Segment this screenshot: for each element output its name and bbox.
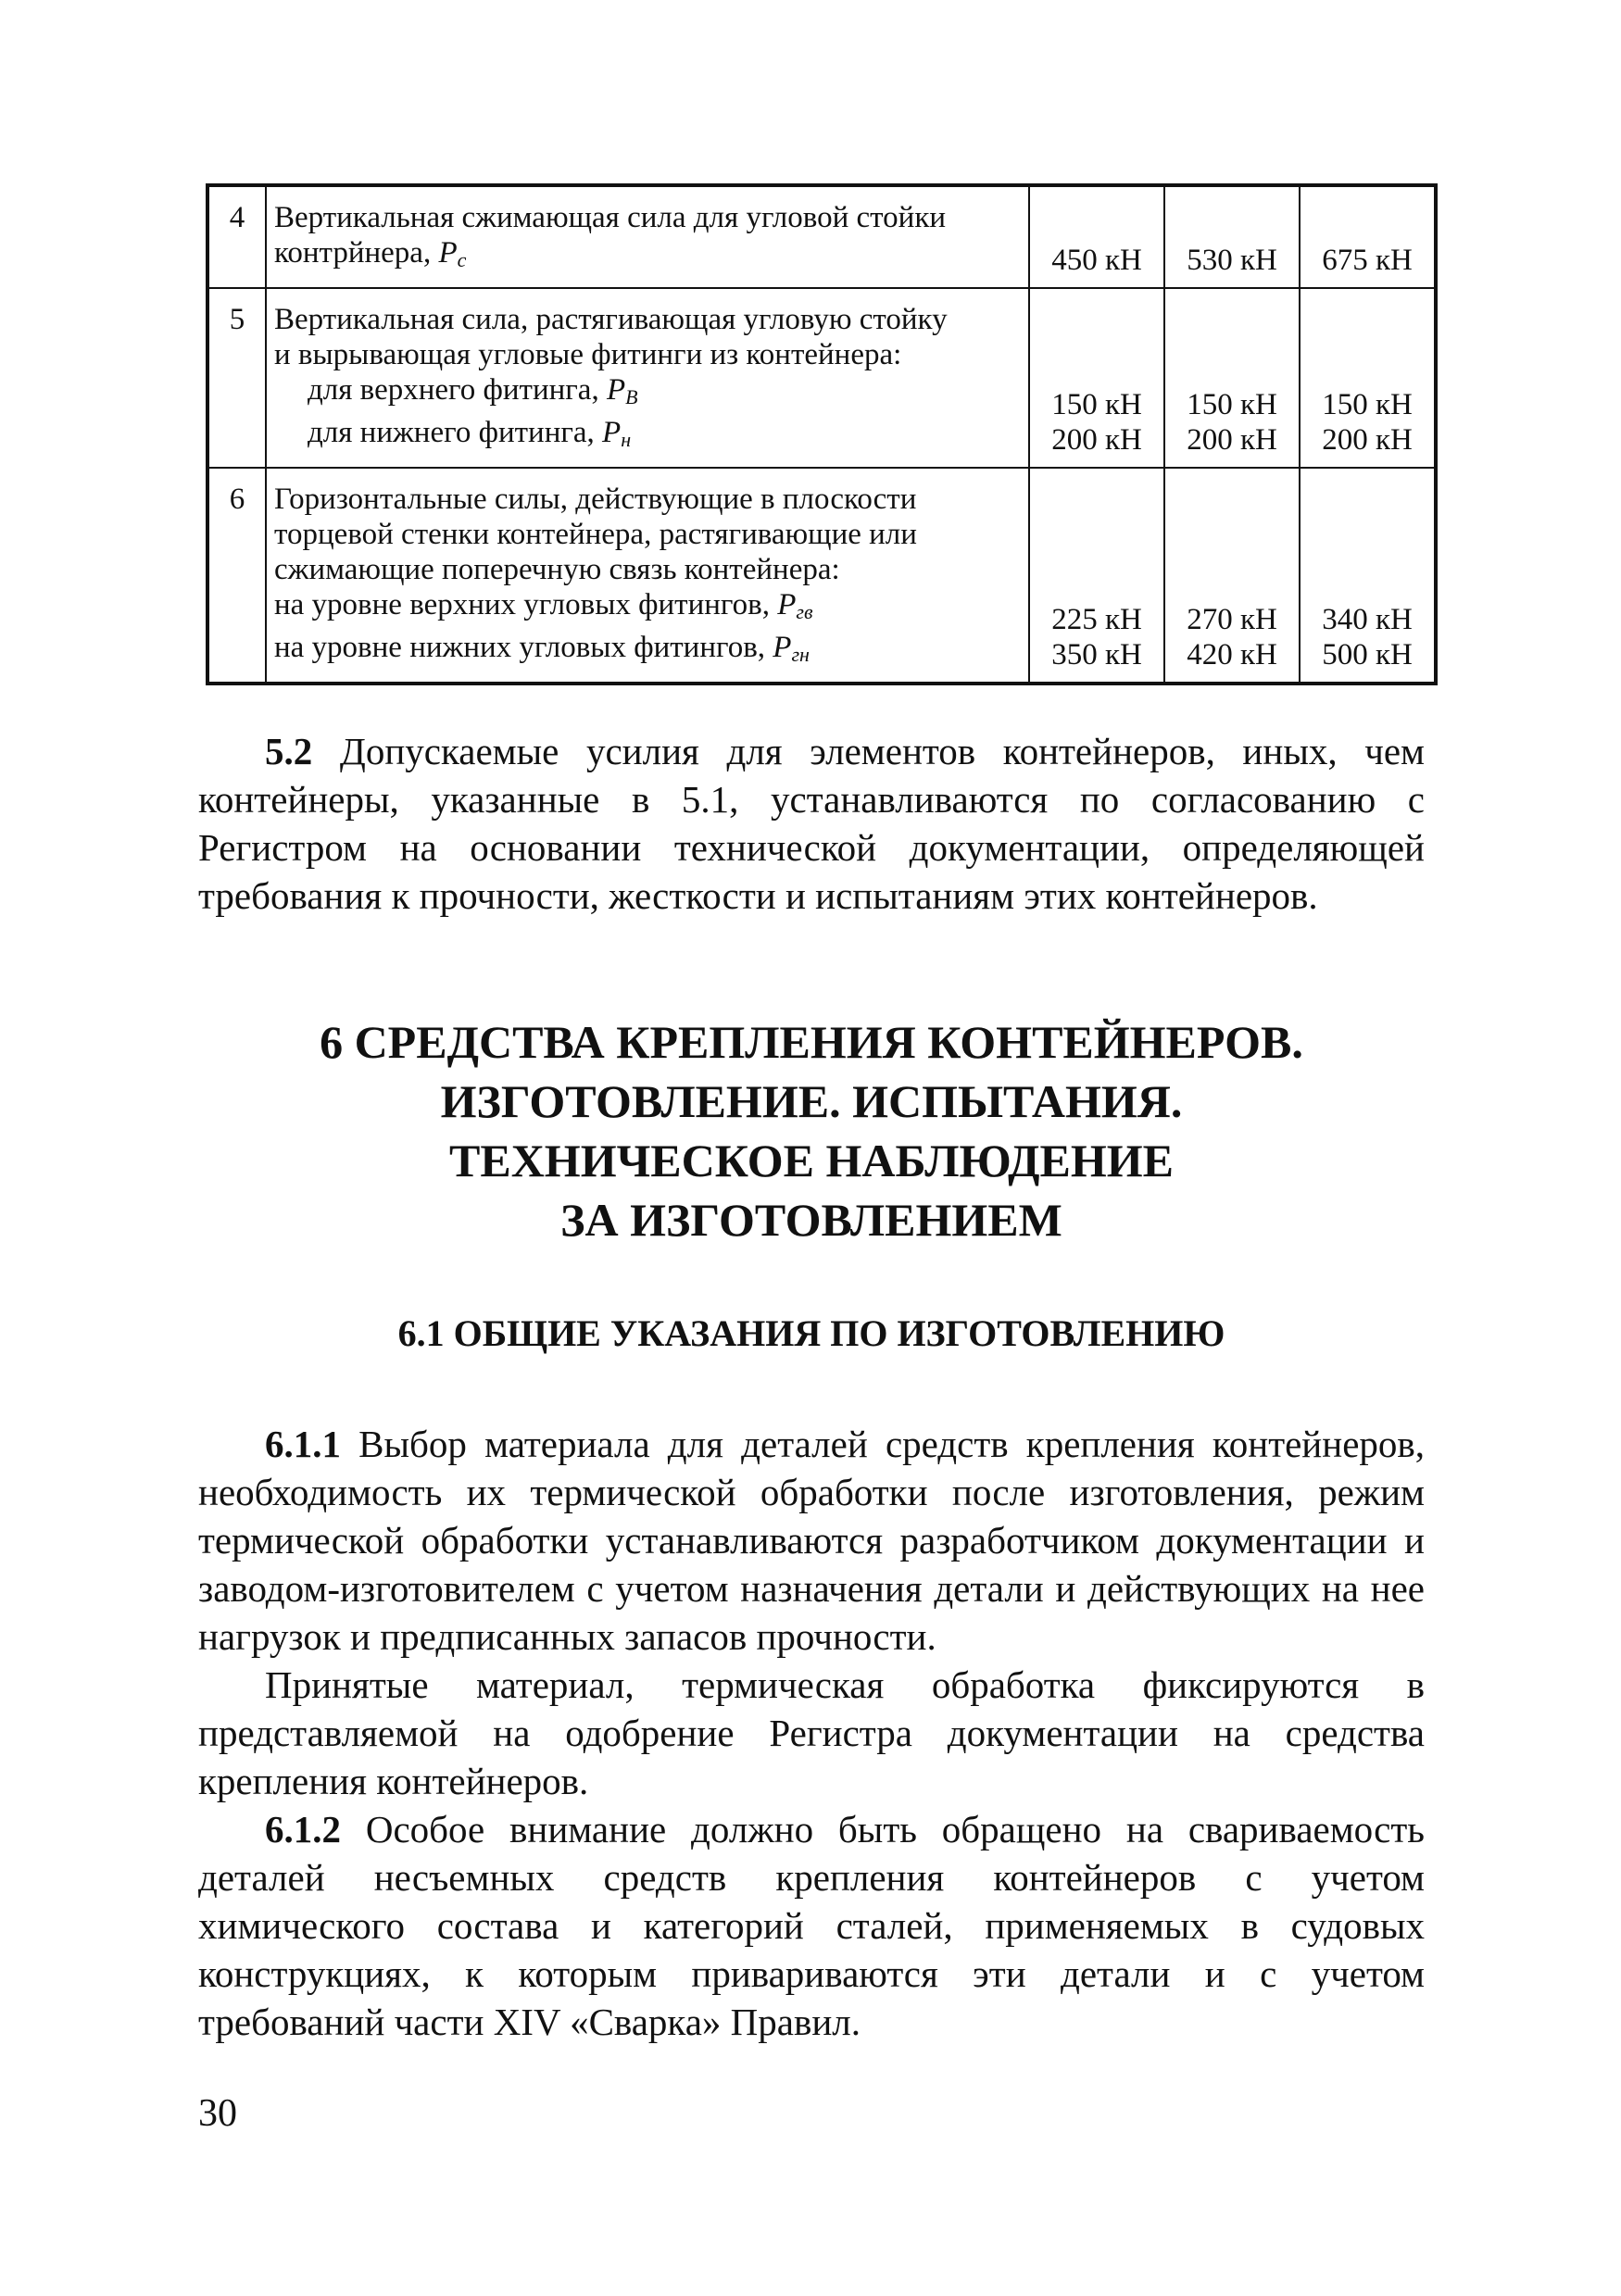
subsection-title: 6.1 ОБЩИЕ УКАЗАНИЯ ПО ИЗГОТОВЛЕНИЮ [397,1312,1225,1354]
description-line [274,630,1021,672]
load-value: 340 кН [1322,603,1413,636]
load-value: 150 кН [1187,388,1277,421]
table-row [207,185,1436,288]
description-text: для верхнего фитинга, [308,373,607,407]
load-value: 420 кН [1187,638,1277,671]
description-cell [266,185,1029,288]
paragraph-line [198,1805,1425,1853]
load-value: 200 кН [1187,423,1277,457]
force-symbol-subscript: н [621,428,632,451]
description-text: Вертикальная сила, растягивающая угловую стойку [274,303,948,336]
force-symbol [773,631,810,664]
force-symbol-subscript: гн [791,643,810,666]
load-value: 225 кН [1051,603,1142,636]
paragraph-6-1-2 [198,1805,1425,2046]
paragraph-text: Допускаемые усилия для элементов контейнеров, иных, чем [312,730,1425,772]
paragraph-line [198,1420,1425,1468]
description-line [274,337,1021,372]
loads-table-body [207,185,1436,684]
load-value: 500 кН [1322,638,1413,671]
paragraph-6-1-1-continued [198,1661,1425,1805]
load-value: 675 кН [1322,244,1413,277]
paragraph-line: необходимость их термической обработки после изготовления, режим [198,1471,1425,1513]
force-symbol [777,588,812,621]
paragraph-6-1-1 [198,1420,1425,1661]
row-number-cell: 5 [207,288,266,468]
description-text: торцевой стенки контейнера, растягивающие или [274,518,917,551]
section-title-line: 6 СРЕДСТВА КРЕПЛЕНИЯ КОНТЕЙНЕРОВ. [320,1016,1303,1068]
force-symbol-base: P [606,373,626,407]
paragraph-line: контейнеры, указанные в 5.1, устанавливаются по согласованию с [198,778,1425,821]
paragraph-line: нагрузок и предписанных запасов прочности. [198,1615,936,1658]
description-text: и вырывающая угловые фитинги из контейнера: [274,338,902,371]
paragraph-line: Принятые материал, термическая обработка фиксируются в [265,1663,1425,1706]
description-text: на уровне верхних угловых фитингов, [274,588,778,621]
value-cell [1029,185,1164,288]
paragraph-line: требований части XIV «Сварка» Правил. [198,2001,861,2043]
value-cell [1300,288,1436,468]
load-value: 530 кН [1187,244,1277,277]
paragraph-line: термической обработки устанавливаются разработчиком документации и [198,1519,1425,1562]
paragraph-text: Особое внимание должно быть обращено на свариваемость [341,1808,1425,1851]
clause-number: 6.1.2 [265,1808,341,1851]
paragraph-text: Выбор материала для деталей средств крепления контейнеров, [341,1423,1425,1465]
paragraph-5-2 [198,727,1425,920]
load-value: 200 кН [1051,423,1142,457]
section-title-line: ТЕХНИЧЕСКОЕ НАБЛЮДЕНИЕ [449,1135,1174,1186]
description-text: сжимающие поперечную связь контейнера: [274,553,840,586]
force-symbol [607,373,638,407]
value-cell [1164,468,1300,684]
description-text: Вертикальная сжимающая сила для угловой стойки [274,201,947,234]
load-value: 270 кН [1187,603,1277,636]
force-symbol-base: P [777,588,797,621]
description-line [274,517,1021,552]
clause-number: 5.2 [265,730,313,772]
section-title-line: ИЗГОТОВЛЕНИЕ. ИСПЫТАНИЯ. [440,1075,1183,1127]
description-line [274,587,1021,630]
row-number-cell: 4 [207,185,266,288]
force-symbol-base: P [602,416,622,449]
value-cell [1029,288,1164,468]
paragraph-line: заводом-изготовителем с учетом назначения детали и действующих на нее [198,1567,1425,1610]
value-cell [1164,288,1300,468]
description-text: на уровне нижних угловых фитингов, [274,631,773,664]
description-text: Горизонтальные силы, действующие в плоскости [274,483,917,516]
description-text: для нижнего фитинга, [308,416,603,449]
force-symbol-base: P [438,236,458,270]
value-cell [1300,468,1436,684]
paragraph-line: требования к прочности, жесткости и испытаниям этих контейнеров. [198,874,1318,917]
description-cell [266,288,1029,468]
paragraph-line: крепления контейнеров. [198,1760,589,1802]
description-line [274,482,1021,517]
load-value: 200 кН [1322,423,1413,457]
value-cell [1300,185,1436,288]
paragraph-line: деталей несъемных средств крепления контейнеров с учетом [198,1856,1425,1899]
paragraph-line: химического состава и категорий сталей, применяемых в судовых [198,1904,1425,1947]
page-number: 30 [198,2092,237,2135]
force-symbol-subscript: c [457,248,467,271]
paragraph-line [198,727,1425,775]
paragraph-line: конструкциях, к которым привариваются эти детали и с учетом [198,1952,1425,1995]
paragraph-line: представляемой на одобрение Регистра документации на средства [198,1712,1425,1754]
force-symbol-base: P [773,631,792,664]
section-title-line: ЗА ИЗГОТОВЛЕНИЕМ [560,1194,1062,1246]
load-value: 350 кН [1051,638,1142,671]
force-symbol-subscript: B [625,385,638,408]
force-symbol-subscript: гв [796,600,813,623]
section-title [198,1012,1425,1249]
paragraph-line: Регистром на основании технической документации, определяющей [198,826,1425,869]
description-text: контрйнера, [274,236,439,270]
table-row [207,468,1436,684]
value-cell [1164,185,1300,288]
clause-number: 6.1.1 [265,1423,341,1465]
description-line [274,552,1021,587]
force-symbol [438,236,466,270]
table-row [207,288,1436,468]
description-cell [266,468,1029,684]
load-value: 150 кН [1051,388,1142,421]
description-line [274,415,1021,458]
description-line [274,200,1021,235]
force-symbol [602,416,631,449]
row-number-cell: 6 [207,468,266,684]
description-line [274,372,1021,415]
description-line [274,302,1021,337]
value-cell [1029,468,1164,684]
description-line [274,235,1021,278]
load-value: 450 кН [1051,244,1142,277]
loads-table [206,183,1438,685]
load-value: 150 кН [1322,388,1413,421]
